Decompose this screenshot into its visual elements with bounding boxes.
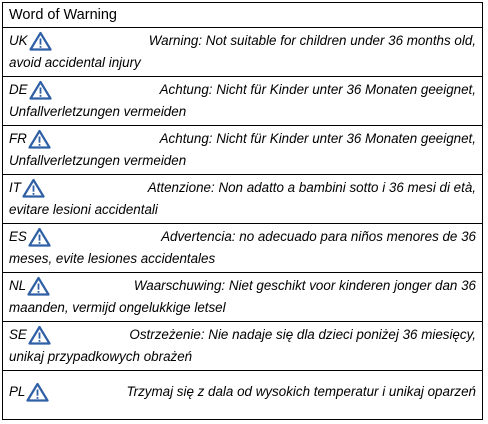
warning-row-fr xyxy=(3,126,482,175)
warning-triangle-icon xyxy=(29,31,52,51)
warning-triangle-icon xyxy=(28,325,51,345)
warning-text: Warning: Not suitable for children under 36 months old, xyxy=(148,33,476,48)
warning-triangle-icon xyxy=(28,227,51,247)
warning-row-pl xyxy=(3,371,482,416)
language-code: NL xyxy=(9,278,27,293)
warning-row-de xyxy=(3,77,482,126)
warning-text: Advertencia: no adecuado para niños menores de 36 xyxy=(161,229,476,244)
language-code: PL xyxy=(9,384,26,399)
warning-row-es xyxy=(3,224,482,273)
warning-text-continued: unikaj przypadkowych obrażeń xyxy=(9,349,193,364)
warning-text-continued: evitare lesioni accidentali xyxy=(9,202,158,217)
language-code: FR xyxy=(9,131,27,146)
language-code: SE xyxy=(9,327,27,342)
warning-text: Achtung: Nicht für Kinder unter 36 Monaten geeignet, xyxy=(159,82,476,97)
warning-text-continued: maanden, vermijd ongelukkige letsel xyxy=(9,300,226,315)
warning-text-continued: Unfallverletzungen vermeiden xyxy=(9,104,187,119)
warning-row-nl xyxy=(3,273,482,322)
warning-row-se xyxy=(3,322,482,371)
warning-text: Ostrzeżenie: Nie nadaje się dla dzieci poniżej 36 miesięcy, xyxy=(129,327,476,342)
table-title: Word of Warning xyxy=(3,3,482,28)
warning-triangle-icon xyxy=(28,129,51,149)
warning-text-continued: Unfallverletzungen vermeiden xyxy=(9,153,187,168)
warning-row-it xyxy=(3,175,482,224)
warning-triangle-icon xyxy=(26,382,49,402)
warning-text: Attenzione: Non adatto a bambini sotto i 36 mesi di età, xyxy=(147,180,476,195)
warning-text: Achtung: Nicht für Kinder unter 36 Monaten geeignet, xyxy=(159,131,476,146)
warning-triangle-icon xyxy=(27,276,50,296)
language-code: DE xyxy=(9,82,28,97)
language-code: IT xyxy=(9,180,21,195)
warning-table xyxy=(2,2,483,420)
warning-text-continued: avoid accidental injury xyxy=(9,55,141,70)
warning-text-continued: meses, evite lesiones accidentales xyxy=(9,251,216,266)
warning-text: Waarschuwing: Niet geschikt voor kinderen jonger dan 36 xyxy=(133,278,476,293)
language-code: UK xyxy=(9,33,28,48)
language-code: ES xyxy=(9,229,27,244)
warning-row-uk xyxy=(3,28,482,77)
warning-text: Trzymaj się z dala od wysokich temperatur i unikaj oparzeń xyxy=(126,384,476,399)
warning-triangle-icon xyxy=(29,80,52,100)
warning-triangle-icon xyxy=(22,178,45,198)
